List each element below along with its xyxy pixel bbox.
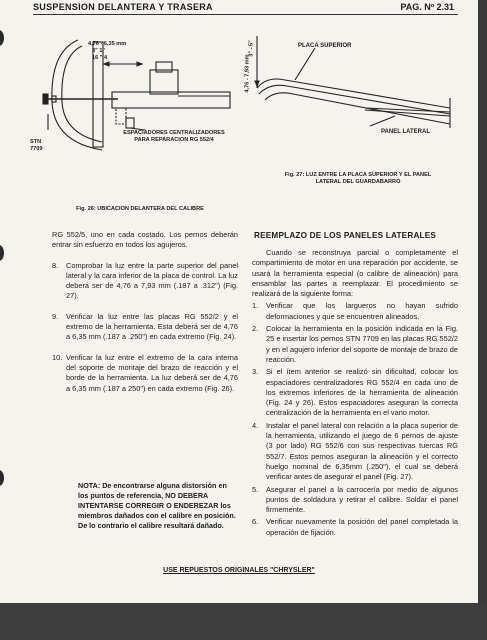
binder-hole bbox=[0, 470, 4, 486]
fig26-spacers-label-1: ESPACIADORES CENTRALIZADORES bbox=[123, 130, 225, 136]
left-steps-list bbox=[52, 261, 238, 394]
item-number: 8. bbox=[52, 260, 59, 270]
item-number: 3. bbox=[252, 367, 259, 377]
list-item bbox=[52, 261, 238, 302]
item-text: Instalar el panel lateral con relación a la placa superior de la herramienta, utilizando el juego de 6 pernos de ajuste (3 por lado) RG 552/6 con sus respectivas tuercas RG 552/7. Estos pernos aseguran la alineación y el correcto huelgo nominal de 6,35mm (.250"), el cual se deberá verificar antes de asegurar el panel (Fig. 27). bbox=[266, 420, 458, 482]
note-paragraph: NOTA: De encontrarse alguna distorsión en los puntos de referencia, NO DEBERA INTENTARSE CORREGIR O ENDEREZAR los miembros dañados con el calibre en posición. De lo contrario el calibre resultará dañado. bbox=[78, 481, 236, 531]
fig26-stn-number: 7709 bbox=[30, 146, 43, 152]
list-item bbox=[52, 312, 238, 343]
item-text: Colocar la herramienta en la posición indicada en la Fig. 25 e insertar los pernos STN 7709 en las placas RG 552/2 y en el agujero inferior del soporte de montaje de brazo de reacción. bbox=[266, 324, 458, 364]
continuation-paragraph: RG 552/5, uno en cada costado. Los pernos deberán entrar sin esfuerzo en todos los agujeros. bbox=[52, 230, 238, 250]
fig26-frac-num: 3" 1" bbox=[92, 48, 106, 54]
fig26-spacers-label-2: PARA REPARACION RG 552/4 bbox=[134, 137, 214, 143]
fig26-dim-label: 4,76 - 6,35 mm bbox=[88, 41, 127, 47]
item-number: 4. bbox=[252, 420, 259, 430]
figure-27-diagram bbox=[245, 28, 460, 158]
list-item bbox=[252, 301, 458, 322]
right-column bbox=[252, 248, 458, 538]
fig26-stn-label: STN bbox=[30, 139, 42, 145]
item-text: Verificar que los largueros no hayan sufrido deformaciones y que se encuentren alineados. bbox=[266, 301, 458, 321]
footer-text: USE REPUESTOS ORIGINALES "CHRYSLER" bbox=[163, 567, 315, 574]
fig26-frac-den: 16 " 4 bbox=[92, 55, 108, 61]
footer bbox=[0, 567, 478, 574]
item-text: Asegurar el panel a la carrocería por medio de algunos puntos de soldadura y retirar el calibre. Soldar el panel firmemente. bbox=[266, 484, 458, 515]
fig27-upper-plate-label: PLACA SUPERIOR bbox=[298, 43, 352, 49]
scan-background bbox=[0, 603, 487, 640]
item-number: 1. bbox=[252, 301, 259, 311]
fig27-frac-label: 3" - 5" bbox=[248, 40, 255, 57]
item-number: 10. bbox=[52, 352, 63, 362]
list-item bbox=[52, 353, 238, 394]
header-title: SUSPENSION DELANTERA Y TRASERA bbox=[33, 2, 213, 12]
item-text: Verificar nuevamente la posición del panel completada la operación de fijación. bbox=[266, 517, 458, 537]
item-number: 6. bbox=[252, 517, 259, 527]
list-item bbox=[252, 324, 458, 365]
item-number: 5. bbox=[252, 484, 259, 494]
fig27-caption-line-1: Fig. 27: LUZ ENTRE LA PLACA SUPERIOR Y EL PANEL bbox=[284, 172, 432, 178]
item-text: Si el ítem anterior se realizó sin dificultad, colocar los espaciadores centralizadores RG 552/4 en cada uno de los extremos inferiores de la herramienta de alineación (Fig. 24 y 26). Estos espaciadores aseguran la correcta centralización de la herramienta en el vano motor. bbox=[266, 367, 458, 418]
binder-hole bbox=[0, 30, 4, 46]
item-text: Verificar la luz entre las placas RG 552/2 y el extremo de la herramienta. Esta deberá ser de 4,76 a 6,35 mm (.187 a .250") en cada extremo (Fig. 24). bbox=[66, 311, 238, 342]
list-item bbox=[252, 517, 458, 538]
item-number: 9. bbox=[52, 311, 59, 321]
left-column bbox=[52, 230, 238, 394]
fig27-side-panel-label: PANEL LATERAL bbox=[381, 129, 430, 135]
header-rule bbox=[33, 14, 458, 15]
fig27-dim-label: 4,76 - 7,93 mm bbox=[244, 54, 251, 93]
fig27-caption-line-2: LATERAL DEL GUARDABARRO bbox=[315, 179, 401, 185]
item-text: Comprobar la luz entre la parte superior del panel lateral y la cara inferior de la placa de control. La luz deberá ser de 4,76 a 7,93 mm (.187 a .312") (Fig. 27). bbox=[66, 260, 238, 301]
binder-hole bbox=[0, 245, 4, 261]
fig26-caption: Fig. 26: UBICACION DELANTERA DEL CALIBRE bbox=[76, 206, 204, 212]
list-item bbox=[252, 485, 458, 516]
section-title: REEMPLAZO DE LOS PANELES LATERALES bbox=[254, 231, 437, 240]
item-text: Verificar la luz entre el extremo de la cara interna del soporte de montaje del brazo de reacción y el borde de la herramienta. La luz deberá ser de 4,76 a 6,35 mm (.187 a 250") en cada extremo (Fig. 26). bbox=[66, 352, 238, 393]
right-steps-list bbox=[252, 301, 458, 538]
item-number: 2. bbox=[252, 324, 259, 334]
page-number: PAG. Nº 2.31 bbox=[400, 2, 454, 12]
list-item bbox=[252, 367, 458, 418]
intro-paragraph: Cuando se reconstruya parcial o completamente el compartimiento de motor en una reparación por accidente, se usará la herramienta especial (o calibre de alineación) para ensamblar las partes a reemplazar. El procedimiento se realizará de la siguiente forma: bbox=[252, 248, 458, 299]
list-item bbox=[252, 421, 458, 483]
